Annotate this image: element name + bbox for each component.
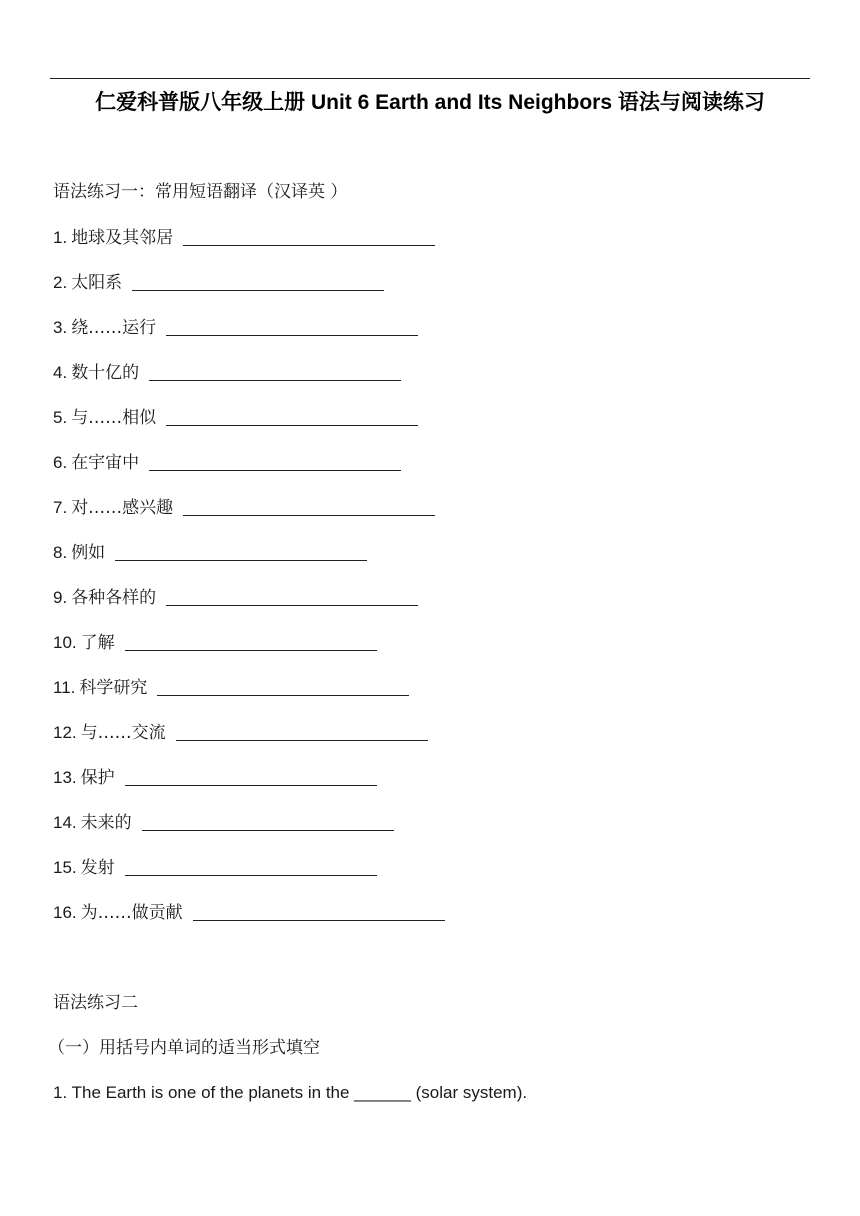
phrase-item-9 bbox=[53, 584, 445, 629]
section-1-heading: 语法练习一：常用短语翻译（汉译英 ） bbox=[53, 182, 348, 202]
item-number: 13. bbox=[53, 768, 77, 787]
phrase-item-11 bbox=[53, 674, 445, 719]
phrase-item-14 bbox=[53, 809, 445, 854]
section-2-subheading: （一）用括号内单词的适当形式填空 bbox=[48, 1038, 320, 1058]
item-number: 15. bbox=[53, 858, 77, 877]
item-number: 1. bbox=[53, 228, 68, 247]
answer-blank[interactable] bbox=[157, 674, 409, 696]
phrase-text: 绕……运行 bbox=[71, 318, 157, 338]
phrase-item-6 bbox=[53, 449, 445, 494]
answer-blank[interactable] bbox=[183, 224, 435, 246]
answer-blank[interactable] bbox=[183, 494, 435, 516]
answer-blank[interactable] bbox=[166, 584, 418, 606]
phrase-item-10 bbox=[53, 629, 445, 674]
phrase-text: 数十亿的 bbox=[71, 363, 140, 383]
phrase-text: 为……做贡献 bbox=[80, 903, 183, 923]
item-number: 4. bbox=[53, 363, 68, 382]
phrase-text: 未来的 bbox=[80, 813, 132, 833]
answer-blank[interactable] bbox=[125, 629, 377, 651]
answer-blank[interactable] bbox=[115, 539, 367, 561]
phrase-item-2 bbox=[53, 269, 445, 314]
item-number: 11. bbox=[53, 678, 76, 697]
phrase-text: 对……感兴趣 bbox=[71, 498, 174, 518]
page-title: 仁爱科普版八年级上册 Unit 6 Earth and Its Neighbors 语法与阅读练习 bbox=[95, 91, 765, 114]
item-number: 2. bbox=[53, 273, 68, 292]
item-number: 7. bbox=[53, 498, 68, 517]
answer-blank[interactable] bbox=[125, 854, 377, 876]
answer-blank[interactable] bbox=[142, 809, 394, 831]
phrase-text: 在宇宙中 bbox=[71, 453, 140, 473]
phrase-item-12 bbox=[53, 719, 445, 764]
phrase-text: 各种各样的 bbox=[71, 588, 157, 608]
answer-blank[interactable] bbox=[132, 269, 384, 291]
phrase-text: 发射 bbox=[80, 858, 115, 878]
phrase-item-16 bbox=[53, 899, 445, 944]
phrase-text: 与……相似 bbox=[71, 408, 157, 428]
phrase-text: 例如 bbox=[71, 543, 106, 563]
answer-blank[interactable] bbox=[149, 359, 401, 381]
answer-blank[interactable] bbox=[176, 719, 428, 741]
phrase-item-13 bbox=[53, 764, 445, 809]
item-number: 3. bbox=[53, 318, 68, 337]
phrase-text: 地球及其邻居 bbox=[71, 228, 174, 248]
item-number: 10. bbox=[53, 633, 77, 652]
phrase-item-7 bbox=[53, 494, 445, 539]
phrase-item-1 bbox=[53, 224, 445, 269]
item-number: 5. bbox=[53, 408, 68, 427]
sentence-text: The Earth is one of the planets in the ______ (solar system). bbox=[71, 1083, 528, 1102]
phrase-translation-list bbox=[53, 224, 445, 944]
item-number: 6. bbox=[53, 453, 68, 472]
item-number: 16. bbox=[53, 903, 77, 922]
answer-blank[interactable] bbox=[166, 404, 418, 426]
answer-blank[interactable] bbox=[193, 899, 445, 921]
item-number: 12. bbox=[53, 723, 77, 742]
phrase-item-15 bbox=[53, 854, 445, 899]
item-number: 14. bbox=[53, 813, 77, 832]
fill-in-sentence-1 bbox=[53, 1079, 527, 1107]
item-number: 1. bbox=[53, 1083, 68, 1102]
answer-blank[interactable] bbox=[166, 314, 418, 336]
phrase-item-4 bbox=[53, 359, 445, 404]
item-number: 8. bbox=[53, 543, 68, 562]
phrase-item-3 bbox=[53, 314, 445, 359]
phrase-text: 科学研究 bbox=[79, 678, 148, 698]
phrase-text: 保护 bbox=[80, 768, 115, 788]
phrase-text: 与……交流 bbox=[80, 723, 166, 743]
answer-blank[interactable] bbox=[125, 764, 377, 786]
phrase-item-8 bbox=[53, 539, 445, 584]
phrase-text: 了解 bbox=[80, 633, 115, 653]
header-rule bbox=[50, 78, 810, 79]
item-number: 9. bbox=[53, 588, 68, 607]
phrase-item-5 bbox=[53, 404, 445, 449]
phrase-text: 太阳系 bbox=[71, 273, 123, 293]
answer-blank[interactable] bbox=[149, 449, 401, 471]
section-2-heading: 语法练习二 bbox=[53, 993, 138, 1013]
